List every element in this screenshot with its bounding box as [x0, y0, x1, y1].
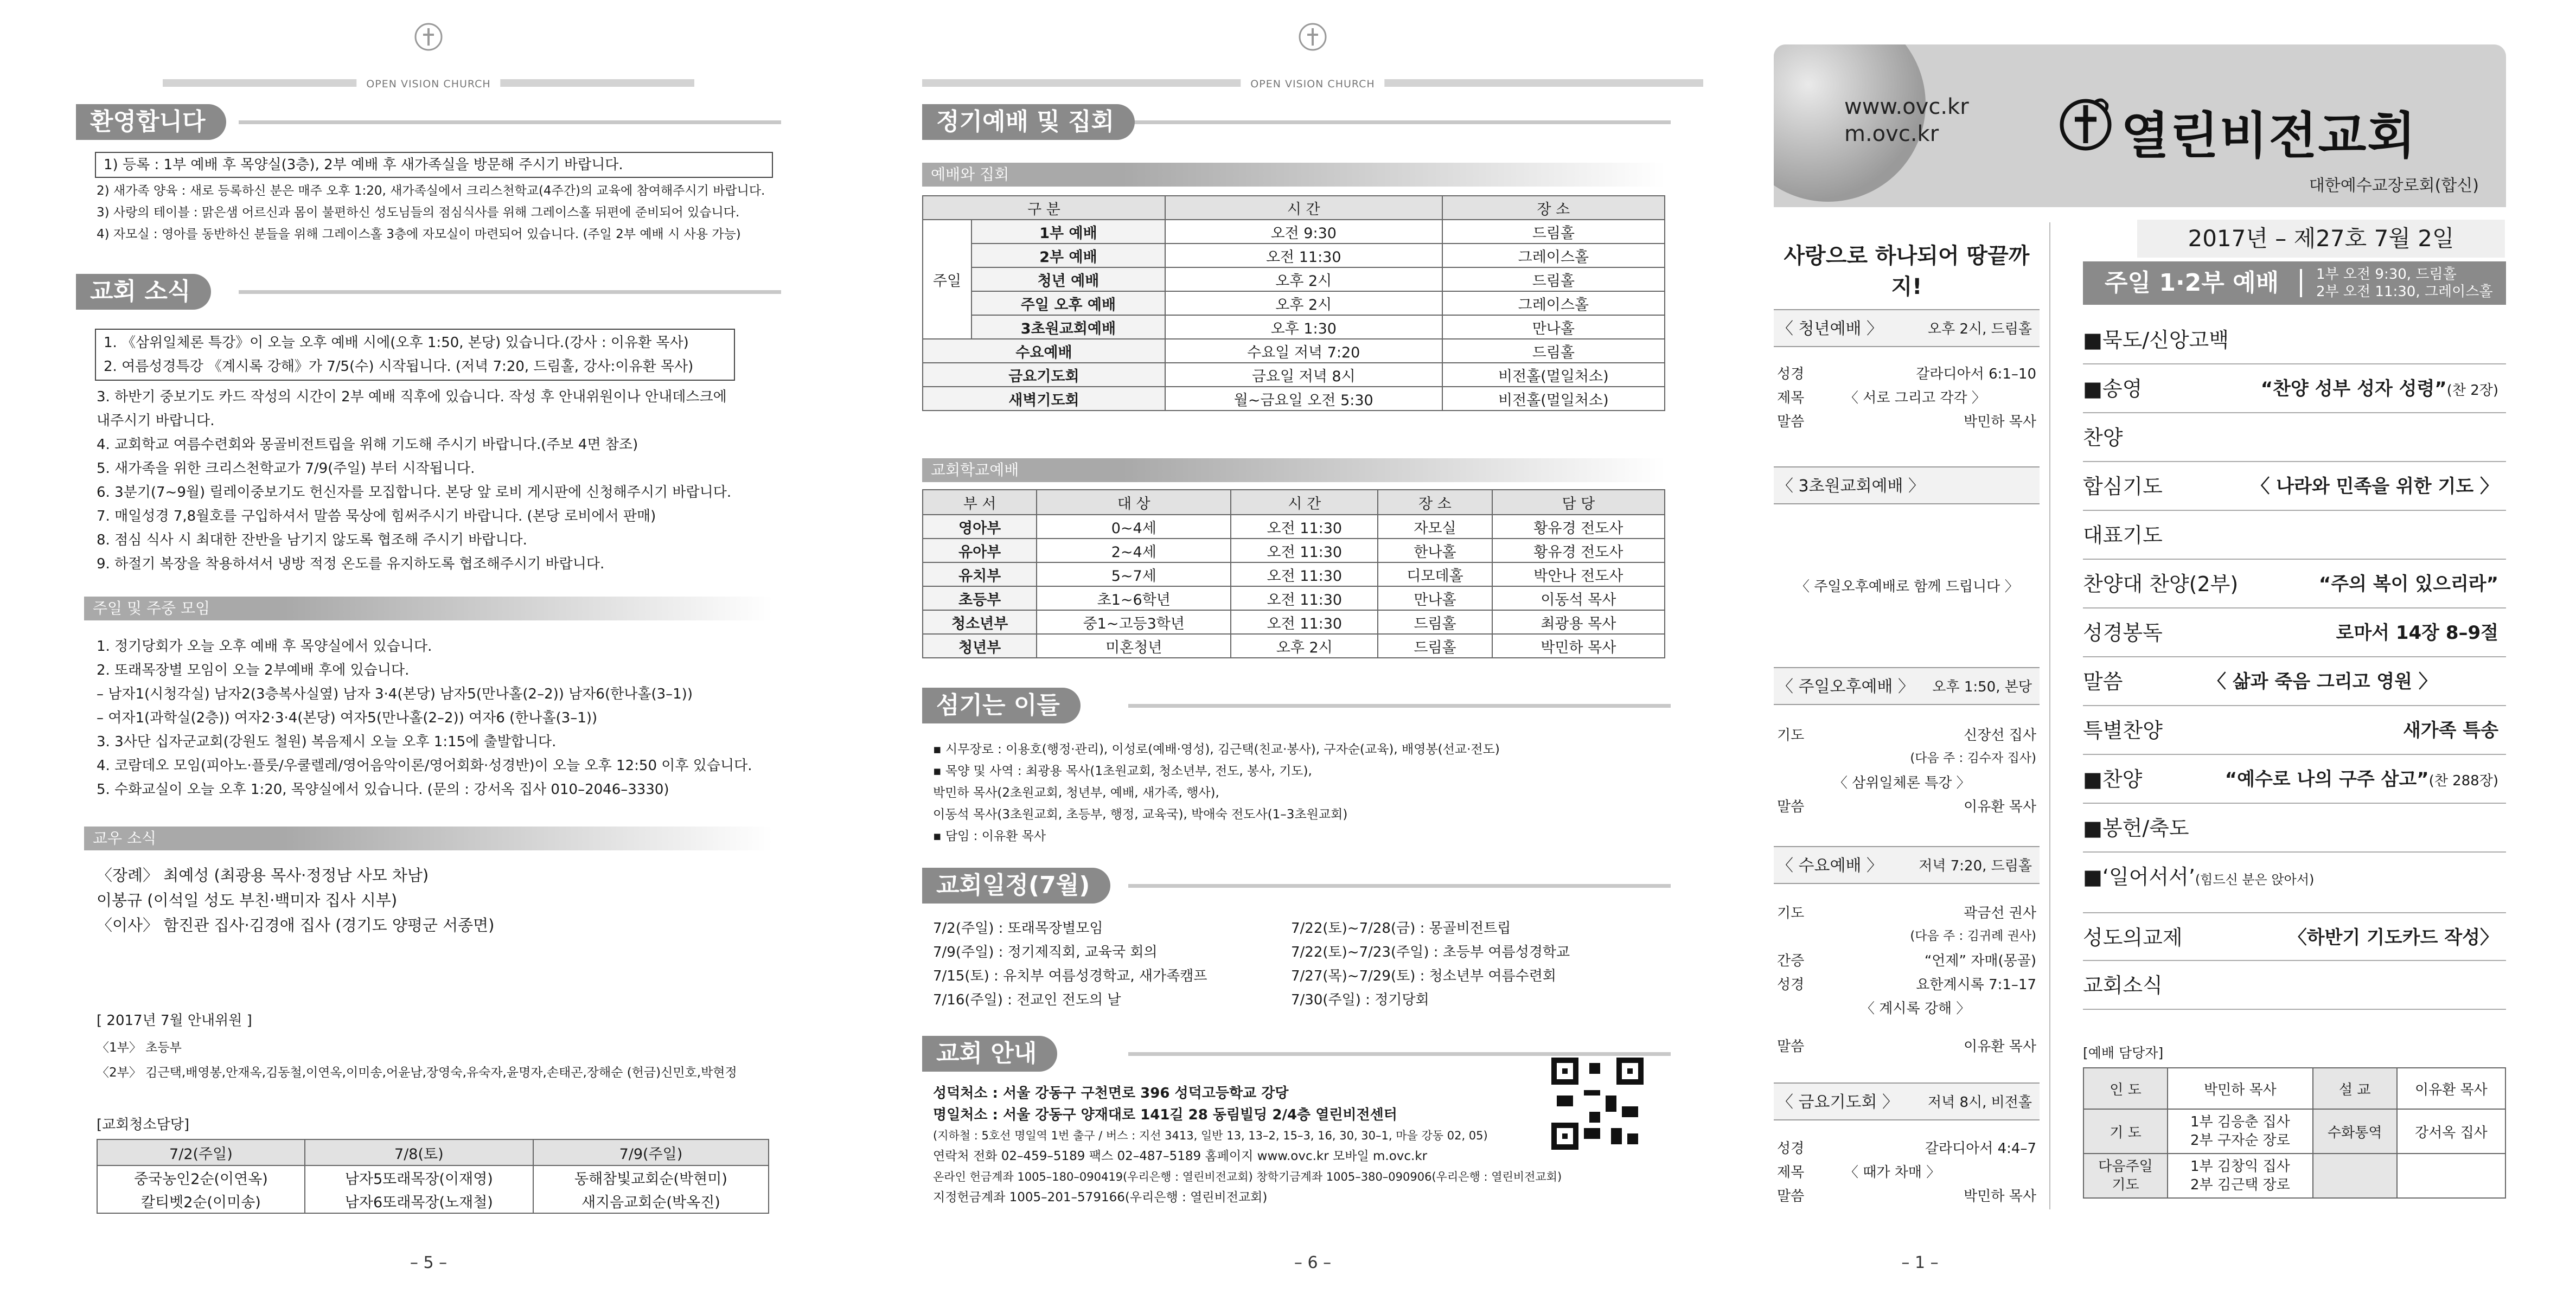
running-header: [0, 21, 857, 90]
ushers-title: [ 2017년 7월 안내위원 ]: [97, 1013, 252, 1029]
school-cell: 중1~고등3학년: [1037, 610, 1231, 634]
denomination: 대한예수교장로회(합신): [2309, 176, 2479, 195]
member-item-2: 이봉규 (이석일 성도 부친·백미자 집사 시부): [97, 891, 398, 909]
worship-cell: 주일 오후 예배: [971, 291, 1165, 315]
meeting-item-4: 4. 코람데오 모임(피아노·플룻/우쿨렐레/영어음악이론/영어회화·성경반)이 오늘 오후 12:50 이후 있습니다.: [97, 758, 752, 774]
text-line: 이유환 목사: [1964, 799, 2036, 815]
text-line: 찬양대 찬양(2부): [2083, 572, 2239, 596]
text-line: (찬 2장): [2446, 382, 2498, 399]
order-item: [2083, 853, 2506, 901]
church-name-en: OPEN VISION CHURCH: [356, 78, 500, 90]
worship-cell: 수요예배: [923, 339, 1165, 363]
worship-cell: 드림홀: [1442, 267, 1665, 291]
welcome-item-4: 4) 자모실 : 영아를 동반하신 분들을 위해 그레이스홀 3층에 자모실이 마련되어 있습니다. (주일 2부 예배 시 사용 가능): [97, 227, 741, 241]
schedule-section-head: [922, 868, 1671, 904]
block-head-youth: [1774, 309, 2040, 347]
worship-cell: 1부 예배: [971, 220, 1165, 244]
church-logo-icon: [1296, 21, 1329, 53]
text-line: 주일 1·2부 예배: [2105, 269, 2279, 297]
text-line: (힘드신 분은 앉아서): [2195, 872, 2315, 887]
text-line: 〈 서로 그리고 각각 〉: [1844, 390, 1986, 406]
cleaning-cell: 동해참빛교회순(박현미): [533, 1165, 769, 1189]
worship-cell: 청년 예배: [971, 267, 1165, 291]
worship-title: 정기예배 및 집회: [922, 104, 1135, 140]
school-cell: 오후 2시: [1231, 634, 1378, 658]
text-line: 교회소식: [2083, 973, 2163, 997]
order-item: [2083, 657, 2506, 706]
news-item-9: 9. 하절기 복장을 착용하셔서 냉방 적정 온도를 유지하도록 협조해주시기 바랍니다.: [97, 556, 605, 572]
worship-cell: 드림홀: [1442, 339, 1665, 363]
schedule-item: 7/22(토)~7/23(주일) : 초등부 여름성경학교: [1291, 944, 1570, 960]
text-line: 신장선 집사: [1964, 727, 2036, 744]
cleaning-table: [97, 1139, 769, 1214]
welcome-item-1: 1) 등록 : 1부 예배 후 목양실(3층), 2부 예배 후 새가족실을 방문해 주시기 바랍니다.: [95, 152, 773, 178]
staff-item: 박민하 목사(2초원교회, 청년부, 예배, 새가족, 행사),: [933, 786, 1219, 800]
text-line: 곽금선 권사: [1964, 905, 2036, 921]
meeting-item-2: 2. 또래목장별 모임이 오늘 2부예배 후에 있습니다.: [97, 662, 410, 678]
text-line: 기 도: [2083, 1109, 2168, 1154]
text-line: (다음 주 : 김귀례 권사): [1910, 929, 2036, 943]
text-line: 〈하반기 기도카드 작성〉: [2288, 927, 2498, 949]
text-line: 성경: [1777, 366, 1805, 382]
school-sub-head: [922, 458, 1665, 482]
school-cell: 청소년부: [923, 610, 1037, 634]
worship-cell: 2부 예배: [971, 244, 1165, 267]
meeting-item-5: 5. 수화교실이 오늘 오후 1:20, 목양실에서 있습니다. (문의 : 강서옥 집사 010–2046–3330): [97, 781, 669, 798]
school-table: [922, 489, 1665, 658]
text-line: 로마서 14장 8–9절: [2336, 622, 2498, 644]
school-cell: 초1~6학년: [1037, 586, 1231, 610]
text-line: 〈 금요기도회 〉: [1777, 1093, 1899, 1112]
order-item: [2083, 316, 2506, 364]
news-item-1: 1. 《삼위일체론 특강》이 오늘 오후 예배 시에(오후 1:50, 본당) 있습니다.(강사 : 이유환 목사): [104, 335, 689, 351]
order-item: [2083, 804, 2506, 853]
order-item: [2083, 961, 2506, 1010]
cover-banner: [1774, 44, 2506, 207]
welcome-item-3: 3) 사랑의 테이블 : 맑은샘 어르신과 몸이 불편하신 성도님들의 점심식사를 위해 그레이스홀 뒤편에 준비되어 있습니다.: [97, 206, 740, 220]
page-6: [890, 0, 1736, 1294]
text-line: 다음주일 기도: [2083, 1154, 2168, 1198]
text-line: 간증: [1777, 953, 1805, 969]
text-line: 합심기도: [2083, 475, 2163, 498]
worship-header: 시 간: [1165, 196, 1442, 220]
text-line: 〈 청년예배 〉: [1777, 319, 1883, 338]
news-section-head: [76, 274, 781, 310]
block-head-wednesday: [1774, 846, 2040, 884]
order-item: [2083, 560, 2506, 608]
guide-item: 연락처 전화 02–459–5189 팩스 02–487–5189 홈페이지 www.ovc.kr 모바일 m.ovc.kr: [933, 1149, 1428, 1163]
school-header: 부 서: [923, 490, 1037, 515]
school-cell: 디모데홀: [1378, 562, 1492, 586]
worship-cell: 드림홀: [1442, 220, 1665, 244]
worship-cell: 그레이스홀: [1442, 244, 1665, 267]
meeting-item-2a: – 남자1(시청각실) 남자2(3층복사실옆) 남자 3·4(본당) 남자5(만나홀(2–2)) 남자6(한나홀(3–1)): [97, 686, 693, 702]
church-logo-icon: [2056, 93, 2115, 153]
text-line: 이유환 목사: [2397, 1068, 2505, 1109]
text-line: 〈 수요예배 〉: [1777, 856, 1883, 875]
text-line: 강서옥 집사: [2397, 1109, 2505, 1154]
ushers-first: 〈1부〉 초등부: [97, 1041, 182, 1055]
text-line: 〈 삼위일체론 특강 〉: [1833, 775, 1971, 791]
text-line: 〈 주일오후예배로 함께 드립니다 〉: [1795, 579, 2019, 595]
school-header: 시 간: [1231, 490, 1378, 515]
cleaning-cell: 중국농인2순(이연옥): [97, 1165, 305, 1189]
text-line: 성경: [1777, 1141, 1805, 1157]
order-item: [2083, 462, 2506, 511]
school-cell: 박민하 목사: [1492, 634, 1665, 658]
worship-cell: 금요일 저녁 8시: [1165, 363, 1442, 387]
school-cell: 한나홀: [1378, 539, 1492, 562]
text-line: 1부 김창익 집사 2부 김근택 장로: [2168, 1154, 2313, 1198]
guide-item: 명일처소 : 서울 강동구 양재대로 141길 28 동림빌딩 2/4층 열린비전센터: [933, 1107, 1397, 1123]
school-cell: 오전 11:30: [1231, 610, 1378, 634]
text-line: 성도의교제: [2083, 926, 2183, 950]
staff-item: ▪ 목양 및 사역 : 최광용 목사(1초원교회, 청소년부, 전도, 봉사, 기도),: [933, 764, 1312, 778]
news-boxed: [95, 329, 735, 381]
text-line: 기도: [1777, 905, 1805, 921]
worship-cell: 월~금요일 오전 5:30: [1165, 387, 1442, 411]
text-line: 제목: [1777, 390, 1805, 406]
text-line: 갈라디아서 4:4–7: [1925, 1141, 2036, 1157]
text-line: 박민하 목사: [2168, 1068, 2313, 1109]
school-header: 장 소: [1378, 490, 1492, 515]
text-line: 〈 계시록 강해 〉: [1861, 1001, 1971, 1017]
news-item-2: 2. 여름성경특강 《계시록 강해》가 7/5(수) 시작됩니다. (저녁 7:20, 드림홀, 강사:이유환 목사): [104, 358, 694, 375]
guide-item: (지하철 : 5호선 명일역 1번 출구 / 버스 : 지선 3413, 일반 13, 13–2, 15–3, 16, 30, 30–1, 마을 강동 02, 05): [933, 1129, 1488, 1142]
meetings-title: 주일 및 주중 모임: [93, 599, 210, 617]
school-cell: 오전 11:30: [1231, 586, 1378, 610]
text-line: 말씀: [1777, 414, 1805, 430]
news-item-7: 7. 매일성경 7,8월호를 구입하셔서 말씀 묵상에 힘써주시기 바랍니다. (본당 로비에서 판매): [97, 508, 656, 524]
worship-cell: 비전홀(멀일처소): [1442, 387, 1665, 411]
text-line: 오후 2시, 드림홀: [1927, 321, 2032, 337]
order-item: [2083, 608, 2506, 657]
schedule-item: 7/22(토)~7/28(금) : 몽골비전트립: [1291, 920, 1511, 937]
worship-cell: 수요일 저녁 7:20: [1165, 339, 1442, 363]
school-sub-title: 교회학교예배: [931, 461, 1019, 479]
worship-sub-head: [922, 163, 1665, 187]
text-line: [2397, 1154, 2505, 1198]
schedule-item: 7/27(목)~7/29(토) : 청소년부 여름수련회: [1291, 968, 1556, 984]
slogan: 사랑으로 하나되어 땅끝까지!: [1784, 244, 2030, 299]
staff-title: 섬기는 이들: [922, 688, 1081, 723]
text-line: [2313, 1154, 2397, 1198]
text-line: 오후 1:50, 본당: [1932, 679, 2032, 695]
cleaning-cell: 남자6또래목장(노재철): [305, 1189, 533, 1213]
text-line: 말씀: [2083, 670, 2123, 694]
worship-cell: 오후 1:30: [1165, 315, 1442, 339]
welcome-title: 환영합니다: [76, 104, 226, 140]
school-cell: 오전 11:30: [1231, 562, 1378, 586]
text-line: ■송영: [2083, 377, 2143, 401]
school-cell: 유아부: [923, 539, 1037, 562]
text-line: 〈 삶과 죽음 그리고 영원 〉: [2208, 671, 2437, 693]
school-cell: 드림홀: [1378, 634, 1492, 658]
text-line: “예수로 나의 구주 삼고”: [2225, 768, 2429, 790]
block-head-friday: [1774, 1082, 2040, 1120]
school-cell: 최광용 목사: [1492, 610, 1665, 634]
worship-cell: 3초원교회예배: [971, 315, 1165, 339]
school-cell: 5~7세: [1037, 562, 1231, 586]
school-cell: 미혼청년: [1037, 634, 1231, 658]
text-line: (다음 주 : 김수자 집사): [1910, 751, 2036, 765]
text-line: 〈 3초원교회예배 〉: [1777, 477, 1925, 496]
worship-group: 주일: [923, 220, 971, 339]
worship-cell: 그레이스홀: [1442, 291, 1665, 315]
text-line: 성경: [1777, 977, 1805, 993]
school-cell: 황유경 전도사: [1492, 539, 1665, 562]
school-cell: 드림홀: [1378, 610, 1492, 634]
text-line: 갈라디아서 6:1–10: [1916, 366, 2036, 382]
text-line: 특별찬양: [2083, 719, 2163, 742]
staff-section-head: [922, 688, 1671, 723]
worship-cell: 오전 11:30: [1165, 244, 1442, 267]
worship-cell: 오전 9:30: [1165, 220, 1442, 244]
worship-cell: 새벽기도회: [923, 387, 1165, 411]
text-line: ■봉헌/축도: [2083, 816, 2189, 840]
ushers-second: 〈2부〉 김근택,배영봉,안재옥,김동철,이연옥,이미송,어윤남,장영숙,유숙자,윤명자,손태곤,장해순 (헌금)신민호,박현정: [97, 1066, 737, 1080]
worship-cell: 오후 2시: [1165, 267, 1442, 291]
page-number: – 1 –: [1901, 1253, 1939, 1272]
text-line: 찬양: [2083, 426, 2123, 450]
duty-table: [2083, 1067, 2506, 1199]
schedule-item: 7/2(주일) : 또래목장별모임: [933, 920, 1103, 937]
text-line: “언제” 자매(몽골): [1924, 953, 2036, 969]
schedule-item: 7/15(토) : 유치부 여름성경학교, 새가족캠프: [933, 968, 1207, 984]
cleaning-title: [교회청소담당]: [97, 1117, 189, 1133]
staff-item: ▪ 시무장로 : 이용호(행정·관리), 이성로(예배·영성), 김근택(친교·봉사), 구자순(교육), 배영봉(선교·전도): [933, 742, 1500, 757]
staff-item: ▪ 담임 : 이유환 목사: [933, 829, 1046, 843]
text-line: 말씀: [1777, 799, 1805, 815]
guide-item: 온라인 헌금계좌 1005–180–090419(우리은행 : 열린비전교회) 창학기금계좌 1005–380–090906(우리은행 : 열린비전교회): [933, 1170, 1562, 1183]
text-line: 2부 오전 11:30, 그레이스홀: [2316, 284, 2493, 300]
cleaning-header: 7/2(주일): [97, 1139, 305, 1165]
school-cell: 오전 11:30: [1231, 539, 1378, 562]
meeting-item-3: 3. 3사단 십자군교회(강원도 철원) 복음제시 오늘 오후 1:15에 출발합니다.: [97, 734, 557, 750]
worship-section-head: [922, 104, 1671, 140]
school-header: 담 당: [1492, 490, 1665, 515]
worship-cell: 만나홀: [1442, 315, 1665, 339]
meeting-item-1: 1. 정기당회가 오늘 오후 예배 후 목양실에서 있습니다.: [97, 638, 432, 655]
school-cell: 2~4세: [1037, 539, 1231, 562]
running-header: [890, 21, 1736, 90]
order-item: [2083, 755, 2506, 804]
meetings-head: [84, 597, 773, 620]
worship-table: [922, 195, 1665, 411]
worship-header: 장 소: [1442, 196, 1665, 220]
church-name: 열린비전교회: [2121, 107, 2417, 165]
school-cell: 만나홀: [1378, 586, 1492, 610]
news-item-3: 3. 하반기 중보기도 카드 작성의 시간이 2부 예배 직후에 있습니다. 작성 후 안내위원이나 안내데스크에: [97, 389, 727, 405]
text-line: “찬양 성부 성자 성령”: [2260, 378, 2447, 400]
order-item: [2083, 912, 2506, 961]
school-cell: 유치부: [923, 562, 1037, 586]
text-line: 저녁 8시, 비전홀: [1927, 1094, 2032, 1111]
school-cell: 영아부: [923, 515, 1037, 539]
text-line: 1부 김응춘 집사 2부 구자순 장로: [2168, 1109, 2313, 1154]
page-1: [1774, 0, 2576, 1294]
worship-header: 구 분: [923, 196, 1165, 220]
text-line: 대표기도: [2083, 523, 2163, 547]
text-line: 제목: [1777, 1164, 1805, 1181]
news-item-6: 6. 3분기(7~9월) 릴레이중보기도 헌신자를 모집합니다. 본당 앞 로비 게시판에 신청해주시기 바랍니다.: [97, 484, 732, 501]
text-line: 1부 오전 9:30, 드림홀: [2316, 266, 2457, 283]
school-cell: 0~4세: [1037, 515, 1231, 539]
text-line: 수화통역: [2313, 1109, 2397, 1154]
text-line: 설 교: [2313, 1068, 2397, 1109]
cleaning-header: 7/8(토): [305, 1139, 533, 1165]
school-header: 대 상: [1037, 490, 1231, 515]
text-line: 인 도: [2083, 1068, 2168, 1109]
school-cell: 이동석 목사: [1492, 586, 1665, 610]
page-number: – 5 –: [410, 1253, 448, 1272]
duty-title: [예배 담당자]: [2083, 1045, 2164, 1061]
church-logo-icon: [412, 21, 445, 53]
text-line: ■‘일어서서’: [2083, 865, 2195, 889]
school-cell: 박안나 전도사: [1492, 562, 1665, 586]
school-cell: 황유경 전도사: [1492, 515, 1665, 539]
text-line: www.ovc.kr: [1844, 94, 1969, 119]
member-item-1: 〈장례〉 최예성 (최광용 목사·정정남 사모 차남): [97, 866, 429, 885]
news-item-8: 8. 점심 식사 시 최대한 잔반을 남기지 않도록 협조해 주시기 바랍니다.: [97, 532, 527, 548]
text-line: ■찬양: [2083, 767, 2143, 791]
text-line: “주의 복이 있으리라”: [2318, 573, 2498, 595]
text-line: 말씀: [1777, 1039, 1805, 1055]
text-line: 이유환 목사: [1964, 1039, 2036, 1055]
text-line: 저녁 7:20, 드림홀: [1919, 858, 2032, 874]
block-head-3rd: [1774, 466, 2040, 504]
schedule-item: 7/9(주일) : 정기제직회, 교육국 회의: [933, 944, 1158, 960]
school-cell: 청년부: [923, 634, 1037, 658]
qr-code-icon: [1551, 1058, 1644, 1150]
text-line: ■묵도/신앙고백: [2083, 328, 2229, 352]
cleaning-cell: 칼티벳2순(이미송): [97, 1189, 305, 1213]
worship-cell: 금요기도회: [923, 363, 1165, 387]
order-item: [2083, 364, 2506, 413]
guide-item: 성덕처소 : 서울 강동구 구천면로 396 성덕고등학교 강당: [933, 1085, 1289, 1101]
worship-cell: 비전홀(멀일처소): [1442, 363, 1665, 387]
school-cell: 오전 11:30: [1231, 515, 1378, 539]
block-head-afternoon: [1774, 667, 2040, 705]
issue-date: 2017년 – 제27호 7월 2일: [2137, 220, 2505, 258]
text-line: 요한계시록 7:1–17: [1916, 977, 2036, 993]
text-line: 박민하 목사: [1964, 414, 2036, 430]
cleaning-cell: 남자5또래목장(이재영): [305, 1165, 533, 1189]
text-line: 성경봉독: [2083, 621, 2163, 645]
text-line: 말씀: [1777, 1188, 1805, 1205]
text-line: 〈 주일오후예배 〉: [1777, 677, 1914, 696]
web-address: [1844, 93, 1969, 148]
order-item: [2083, 511, 2506, 560]
guide-title: 교회 안내: [922, 1036, 1057, 1072]
welcome-section-head: [76, 104, 781, 140]
text-line: 〈 나라와 민족을 위한 기도 〉: [2251, 476, 2498, 497]
welcome-item-2: 2) 새가족 양육 : 새로 등록하신 분은 매주 오후 1:20, 새가족실에서 크리스천학교(4주간)의 교육에 참여해주시기 바랍니다.: [97, 184, 765, 198]
schedule-title: 교회일정(7월): [922, 868, 1110, 904]
page-5: [0, 0, 857, 1294]
text-line: 박민하 목사: [1964, 1188, 2036, 1205]
news-item-5: 5. 새가족을 위한 크리스천학교가 7/9(주일) 부터 시작됩니다.: [97, 460, 475, 477]
staff-item: 이동석 목사(3초원교회, 초등부, 행정, 교육국), 박애숙 전도사(1–3초원교회): [933, 808, 1348, 822]
members-title: 교우 소식: [93, 829, 157, 847]
member-item-3: 〈이사〉 함진관 집사·김경애 집사 (경기도 양평군 서종면): [97, 916, 495, 934]
cleaning-header: 7/9(주일): [533, 1139, 769, 1165]
text-line: 〈 때가 차매 〉: [1844, 1164, 1941, 1181]
order-item: [2083, 413, 2506, 462]
service-banner: [2083, 261, 2506, 305]
church-name-en: OPEN VISION CHURCH: [1241, 78, 1384, 90]
schedule-item: 7/30(주일) : 정기당회: [1291, 992, 1429, 1008]
school-cell: 자모실: [1378, 515, 1492, 539]
order-item: [2083, 706, 2506, 755]
news-item-4: 4. 교회학교 여름수련회와 몽골비전트립을 위해 기도해 주시기 바랍니다.(주보 4면 참조): [97, 437, 638, 453]
text-line: m.ovc.kr: [1844, 121, 1939, 146]
news-title: 교회 소식: [76, 274, 211, 310]
text-line: (찬 288장): [2428, 773, 2498, 789]
worship-sub-title: 예배와 집회: [931, 165, 1009, 183]
cleaning-cell: 새지음교회순(박옥진): [533, 1189, 769, 1213]
page-number: – 6 –: [1294, 1253, 1332, 1272]
news-item-3b: 내주시기 바랍니다.: [97, 413, 215, 429]
text-line: 새가족 특송: [2402, 720, 2498, 741]
schedule-item: 7/16(주일) : 전교인 전도의 날: [933, 992, 1121, 1008]
text-line: 기도: [1777, 727, 1805, 744]
members-head: [84, 827, 773, 850]
meeting-item-2b: – 여자1(과학실(2층)) 여자2·3·4(본당) 여자5(만나홀(2–2)) 여자6 (한나홀(3–1)): [97, 710, 598, 726]
school-cell: 초등부: [923, 586, 1037, 610]
guide-item: 지정헌금계좌 1005–201–579166(우리은행 : 열린비전교회): [933, 1190, 1268, 1205]
worship-cell: 오후 2시: [1165, 291, 1442, 315]
